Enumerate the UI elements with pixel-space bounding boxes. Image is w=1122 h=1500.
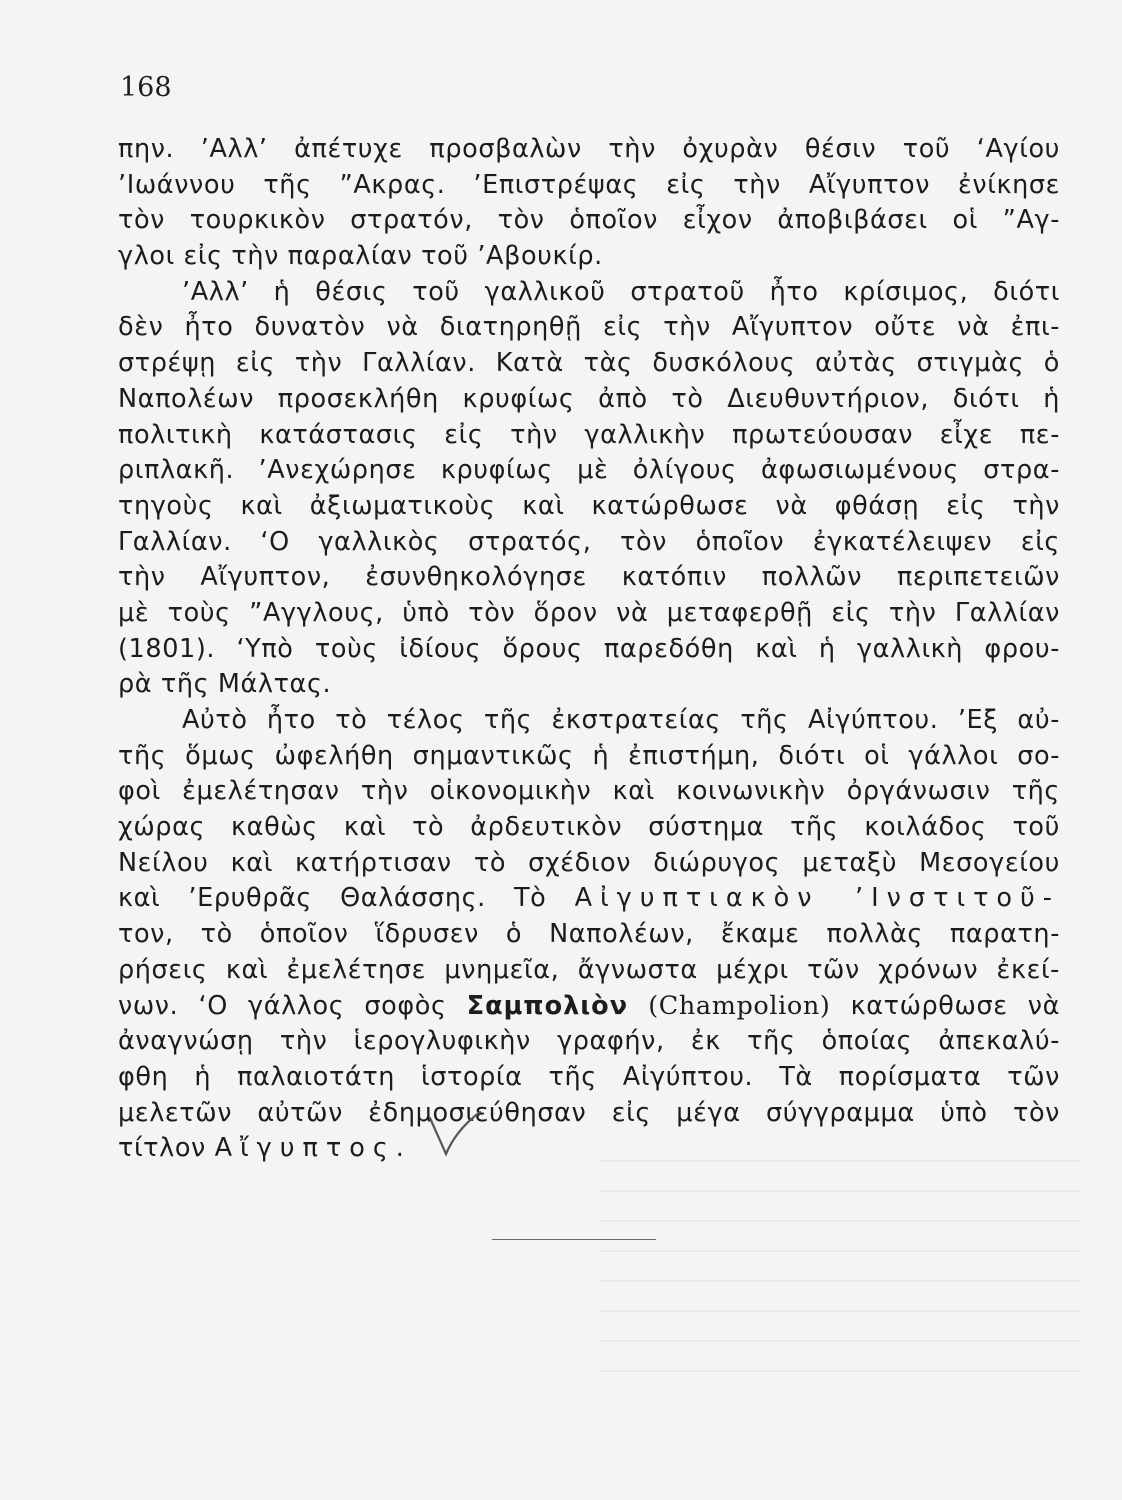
show-through-shadow [600, 1160, 1080, 1400]
page-number: 168 [120, 72, 172, 103]
text-line [118, 989, 1060, 1025]
text-line: τον, τὸ ὁποῖον ἵδρυσεν ὁ Ναπολέων, ἔκαμε πολλὰς παρατη- [118, 919, 1060, 950]
body-text [118, 132, 1060, 1167]
text-line: τηγοὺς καὶ ἀξιωματικοὺς καὶ κατώρθωσε νὰ φθάσῃ εἰς τὴν [118, 490, 1060, 521]
text-line: ’Ιωάννου τῆς ”Ακρας. ’Επιστρέψας εἰς τὴν Αἴγυπτον ἐνίκησε [118, 169, 1060, 200]
text-line: μελετῶν αὐτῶν ἐδημοσιεύθησαν εἰς μέγα σύγγραμμα ὑπὸ τὸν [118, 1097, 1060, 1128]
checkmark-icon [424, 1108, 484, 1160]
text-line: φθη ἡ παλαιοτάτη ἱστορία τῆς Αἰγύπτου. Τὰ πορίσματα τῶν [118, 1061, 1060, 1092]
line-fragment: κατώρθωσε νὰ [850, 990, 1061, 1021]
text-line: στρέψῃ εἰς τὴν Γαλλίαν. Κατὰ τὰς δυσκόλους αὐτὰς στιγμὰς ὁ [118, 348, 1060, 379]
title-spaced: Αἴγυπτος. [214, 1133, 412, 1164]
text-line: ἀναγνώσῃ τὴν ἱερογλυφικὴν γραφήν, ἐκ τῆς ὁποίας ἀπεκαλύ- [118, 1026, 1060, 1057]
institute-name-spaced: Αἰγυπτιακὸν ’Ινστιτοῦ- [574, 883, 1060, 914]
text-line: ρὰ τῆς Μάλτας. [118, 669, 332, 700]
text-line: Νείλου καὶ κατήρτισαν τὸ σχέδιον διώρυγος μεταξὺ Μεσογείου [118, 847, 1060, 878]
text-line: τὸν τουρκικὸν στρατόν, τὸν ὁποῖον εἶχον ἀποβιβάσει οἱ ”Αγ- [118, 205, 1060, 236]
line-fragment: νων. ‘Ο γάλλος σοφὸς [118, 990, 447, 1021]
text-line: φοὶ ἐμελέτησαν τὴν οἰκονομικὴν καὶ κοινωνικὴν ὀργάνωσιν τῆς [118, 776, 1060, 807]
text-line: τῆς ὅμως ὠφελήθη σημαντικῶς ἡ ἐπιστήμη, διότι οἱ γάλλοι σο- [118, 740, 1060, 771]
line-fragment: καὶ ’Ερυθρᾶς Θαλάσσης. Τὸ [118, 883, 547, 914]
text-line: ρήσεις καὶ ἐμελέτησε μνημεῖα, ἄγνωστα μέχρι τῶν χρόνων ἐκεί- [118, 954, 1060, 985]
text-line: πολιτικὴ κατάστασις εἰς τὴν γαλλικὴν πρωτεύουσαν εἶχε πε- [118, 419, 1060, 450]
text-line: μὲ τοὺς ”Αγγλους, ὑπὸ τὸν ὅρον νὰ μεταφερθῇ εἰς τὴν Γαλλίαν [118, 597, 1060, 628]
line-fragment: τίτλον [118, 1133, 206, 1164]
text-line: Ναπολέων προσεκλήθη κρυφίως ἀπὸ τὸ Διευθυντήριον, διότι ἡ [118, 383, 1060, 414]
paragraph-start: Αὐτὸ ἦτο τὸ τέλος τῆς ἐκστρατείας τῆς Αἰγύπτου. ’Εξ αὐ- [182, 705, 1060, 735]
paragraph-start: ’Αλλ’ ἡ θέσις τοῦ γαλλικοῦ στρατοῦ ἦτο κρίσιμος, διότι [182, 276, 1060, 307]
text-line: (1801). ‘Υπὸ τοὺς ἰδίους ὅρους παρεδόθη καὶ ἡ γαλλικὴ φρου- [118, 633, 1060, 664]
text-line: γλοι εἰς τὴν παραλίαν τοῦ ’Αβουκίρ. [118, 241, 603, 272]
text-line: χώρας καθὼς καὶ τὸ ἀρδευτικὸν σύστημα τῆς κοιλάδος τοῦ [118, 812, 1060, 843]
text-line [118, 881, 1060, 917]
text-line: πην. ’Αλλ’ ἀπέτυχε προσβαλὼν τὴν ὀχυρὰν θέσιν τοῦ ‘Αγίου [118, 134, 1060, 164]
text-line: τὴν Αἴγυπτον, ἐσυνθηκολόγησε κατόπιν πολλῶν περιπετειῶν [118, 562, 1060, 593]
text-line: Γαλλίαν. ‘Ο γαλλικὸς στρατός, τὸν ὁποῖον ἐγκατέλειψεν εἰς [118, 526, 1060, 557]
champollion-latin: (Champolion) [648, 990, 831, 1021]
text-line: δὲν ἦτο δυνατὸν νὰ διατηρηθῇ εἰς τὴν Αἴγυπτον οὔτε νὰ ἐπι- [118, 312, 1060, 343]
text-line: ριπλακῆ. ’Ανεχώρησε κρυφίως μὲ ὀλίγους ἀφωσιωμένους στρα- [118, 455, 1060, 486]
champollion-greek: Σαμπολιὸν [466, 990, 629, 1021]
